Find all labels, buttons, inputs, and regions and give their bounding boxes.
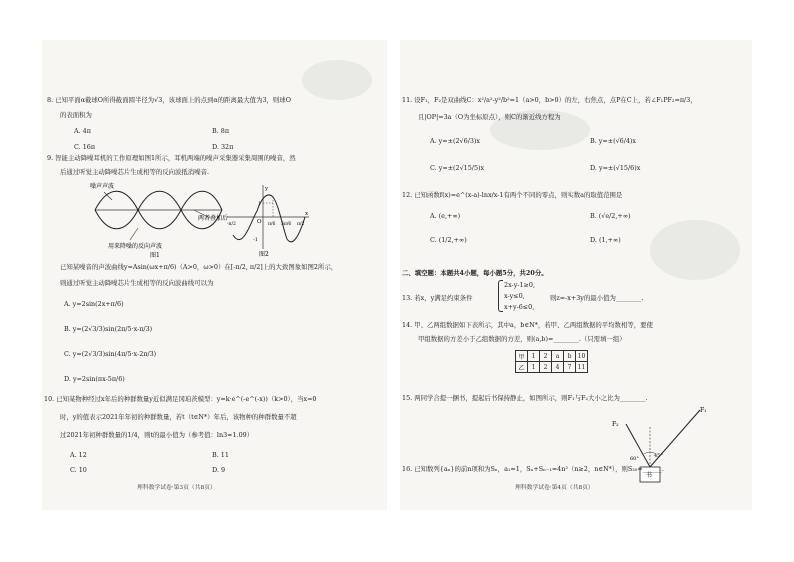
q9-option-a: A. y=2sin(2x+π/6) bbox=[64, 300, 124, 308]
q9-line3: 已知某噪音的声波曲线y=Asin(ωx+π/6)（A>0，ω>0）在[-π/2, π/2]上的大致图象如图2所示， bbox=[60, 263, 338, 271]
fig2-tick-neg-pi2: -π/2 bbox=[227, 222, 236, 227]
q14-line1: 14. 甲、乙两组数据如下表所示，其中a，b∈N*，若甲、乙两组数据的平均数相等，要使 bbox=[402, 321, 653, 329]
q13-tail: 则z=-x+3y的最小值为________. bbox=[550, 294, 644, 302]
q16-line1: 16. 已知数列{aₙ}的前n项和为Sₙ，a₁=1，Sₙ+Sₙ₋₁=4n²（n≥2，n∈N*），则S₂₀=______. bbox=[402, 465, 664, 473]
table-cell: a bbox=[552, 351, 564, 362]
table-row bbox=[516, 351, 588, 362]
q10-line2: 时，y的值表示2021年年初的种群数量，若t（t∈N*）年后，该物种的种群数量不超 bbox=[60, 413, 297, 421]
q10-option-a: A. 12 bbox=[70, 451, 87, 459]
figure-2-sine-graph bbox=[225, 183, 311, 258]
q9-line4: 则通过听觉主动降噪芯片生成相等的反向波曲线可以为 bbox=[60, 279, 214, 287]
table-cell: 10 bbox=[576, 351, 588, 362]
q14-line2: 甲组数据的方差小于乙组数据的方差，则(a,b)=________.（只需填一组） bbox=[418, 335, 626, 343]
fig2-tick-5pi6: 5π/6 bbox=[281, 222, 292, 227]
table-cell: 甲 bbox=[516, 351, 528, 362]
page-4-footer: 理科数学试卷·第4页（共8页） bbox=[515, 485, 594, 491]
fig1-label-anti: 用来降噪的反向声波 bbox=[108, 243, 163, 250]
q13-constraint-1: 2x-y-1≥0, bbox=[504, 281, 536, 289]
fig2-x-label: x bbox=[305, 211, 309, 217]
q13-constraint-2: x-y≤0, bbox=[504, 292, 525, 300]
q15-angle-45: 45° bbox=[654, 453, 663, 459]
fig2-tick-1: 1 bbox=[258, 201, 262, 207]
exam-page-3 bbox=[42, 40, 387, 510]
fig2-tick-pi2: π/2 bbox=[297, 222, 305, 227]
table-cell: 11 bbox=[576, 362, 588, 373]
fig2-tick-neg1: -1 bbox=[253, 237, 258, 243]
table-cell: 4 bbox=[552, 362, 564, 373]
q11-line1: 11. 设F₁，F₂是双曲线C：x²/a²-y²/b²=1（a>0，b>0）的左，右焦点，点P在C上，若∠F₁PF₂=π/3， bbox=[402, 96, 697, 104]
q8-option-a: A. 4π bbox=[74, 127, 91, 135]
table-cell: 7 bbox=[564, 362, 576, 373]
q12-option-d: D. (1,+∞) bbox=[590, 236, 621, 244]
q12-line1: 12. 已知函数f(x)=e^(x-a)-lnx/x-1有两个不同的零点，则实数a的取值范围是 bbox=[402, 191, 623, 199]
fig1-caption: 图1 bbox=[150, 252, 160, 258]
q13-brace bbox=[498, 280, 503, 312]
fig2-tick-pi6: π/6 bbox=[268, 222, 276, 227]
q10-option-c: C. 10 bbox=[70, 466, 87, 474]
scan-smudge bbox=[302, 60, 372, 100]
q15-angle-60: 60° bbox=[630, 456, 639, 462]
table-cell: 乙 bbox=[516, 362, 528, 373]
q12-option-b: B. (√e/2,+∞) bbox=[590, 212, 631, 220]
fig1-label-noise: 噪声声波 bbox=[90, 183, 115, 190]
fig2-caption: 图2 bbox=[259, 251, 269, 258]
q14-data-table bbox=[515, 350, 588, 373]
q11-option-a: A. y=±(2√6/3)x bbox=[430, 137, 481, 145]
table-cell: 1 bbox=[528, 351, 540, 362]
q8-option-b: B. 8π bbox=[212, 127, 230, 135]
page-3-footer: 理科数学试卷·第3页（共8页） bbox=[137, 485, 216, 491]
q15-label-f1: F₁ bbox=[700, 407, 707, 414]
q15-line1: 15. 两同学合提一捆书，提起后书保持静止，如图所示，则F₁与F₂大小之比为________. bbox=[402, 394, 648, 402]
q9-option-b: B. y=(2√3/3)sin(2π/5·x-π/3) bbox=[64, 325, 153, 333]
section-fill-in-header: 二、填空题：本题共4小题，每小题5分，共20分。 bbox=[402, 269, 548, 277]
q10-option-b: B. 11 bbox=[212, 451, 229, 459]
table-cell: b bbox=[564, 351, 576, 362]
q9-option-c: C. y=(2√3/3)sin(4π/5·x-2π/3) bbox=[64, 350, 157, 358]
q15-force-diagram bbox=[600, 402, 710, 487]
q9-line1: 9. 智能主动降噪耳机的工作原理如图1所示，耳机两端的噪声采集器采集周围的噪音，然 bbox=[47, 154, 296, 162]
q15-book-label: 书 bbox=[646, 472, 653, 479]
exam-page-4 bbox=[400, 40, 752, 510]
table-row bbox=[516, 362, 588, 373]
q11-option-b: B. y=±(√6/4)x bbox=[590, 137, 637, 145]
q8-option-d: D. 32π bbox=[212, 143, 234, 151]
fig2-origin: O bbox=[257, 219, 262, 225]
fig2-y-label: y bbox=[265, 186, 269, 192]
q13-constraint-3: x+y-6≤0, bbox=[504, 303, 535, 311]
q15-label-f2: F₂ bbox=[612, 421, 619, 428]
q9-line2: 后通过听觉主动降噪芯片生成相等的反向波抵消噪音. bbox=[60, 168, 210, 176]
q10-line3: 过2021年初种群数量的1/4，则t的最小值为（参考值：ln3≈1.09） bbox=[60, 431, 254, 439]
q10-line1: 10. 已知某物种经过x年后的种群数量y近似满足冈珀茨模型：y=k·e^(-e^(-x))（k>0），当x=0 bbox=[44, 395, 317, 403]
figure-1-noise-waves bbox=[90, 180, 240, 258]
q12-option-a: A. (e,+∞) bbox=[430, 212, 461, 220]
q11-option-c: C. y=±(2√15/5)x bbox=[430, 164, 485, 172]
q10-option-d: D. 9 bbox=[212, 466, 226, 474]
table-cell: 1 bbox=[528, 362, 540, 373]
table-cell: 2 bbox=[540, 351, 552, 362]
q8-option-c: C. 16π bbox=[74, 143, 96, 151]
q8-line1: 8. 已知平面α截球O所得截面圆半径为√3，该球面上的点到α的距离最大值为3，则球O bbox=[47, 96, 291, 104]
fig1-label-sum: 两者叠加后 bbox=[198, 215, 229, 222]
table-cell: 2 bbox=[540, 362, 552, 373]
q11-option-d: D. y=±(√15/6)x bbox=[590, 164, 641, 172]
q11-line2: 且|OP|=3a（O为坐标原点），则C的渐近线方程为 bbox=[418, 113, 561, 121]
q9-option-d: D. y=2sin(πx-5π/6) bbox=[64, 375, 125, 383]
q13-lead: 13. 若x，y满足约束条件 bbox=[402, 294, 473, 302]
scan-smudge bbox=[650, 220, 740, 280]
q12-option-c: C. (1/2,+∞) bbox=[430, 236, 467, 244]
q8-line2: 的表面积为 bbox=[60, 111, 92, 119]
